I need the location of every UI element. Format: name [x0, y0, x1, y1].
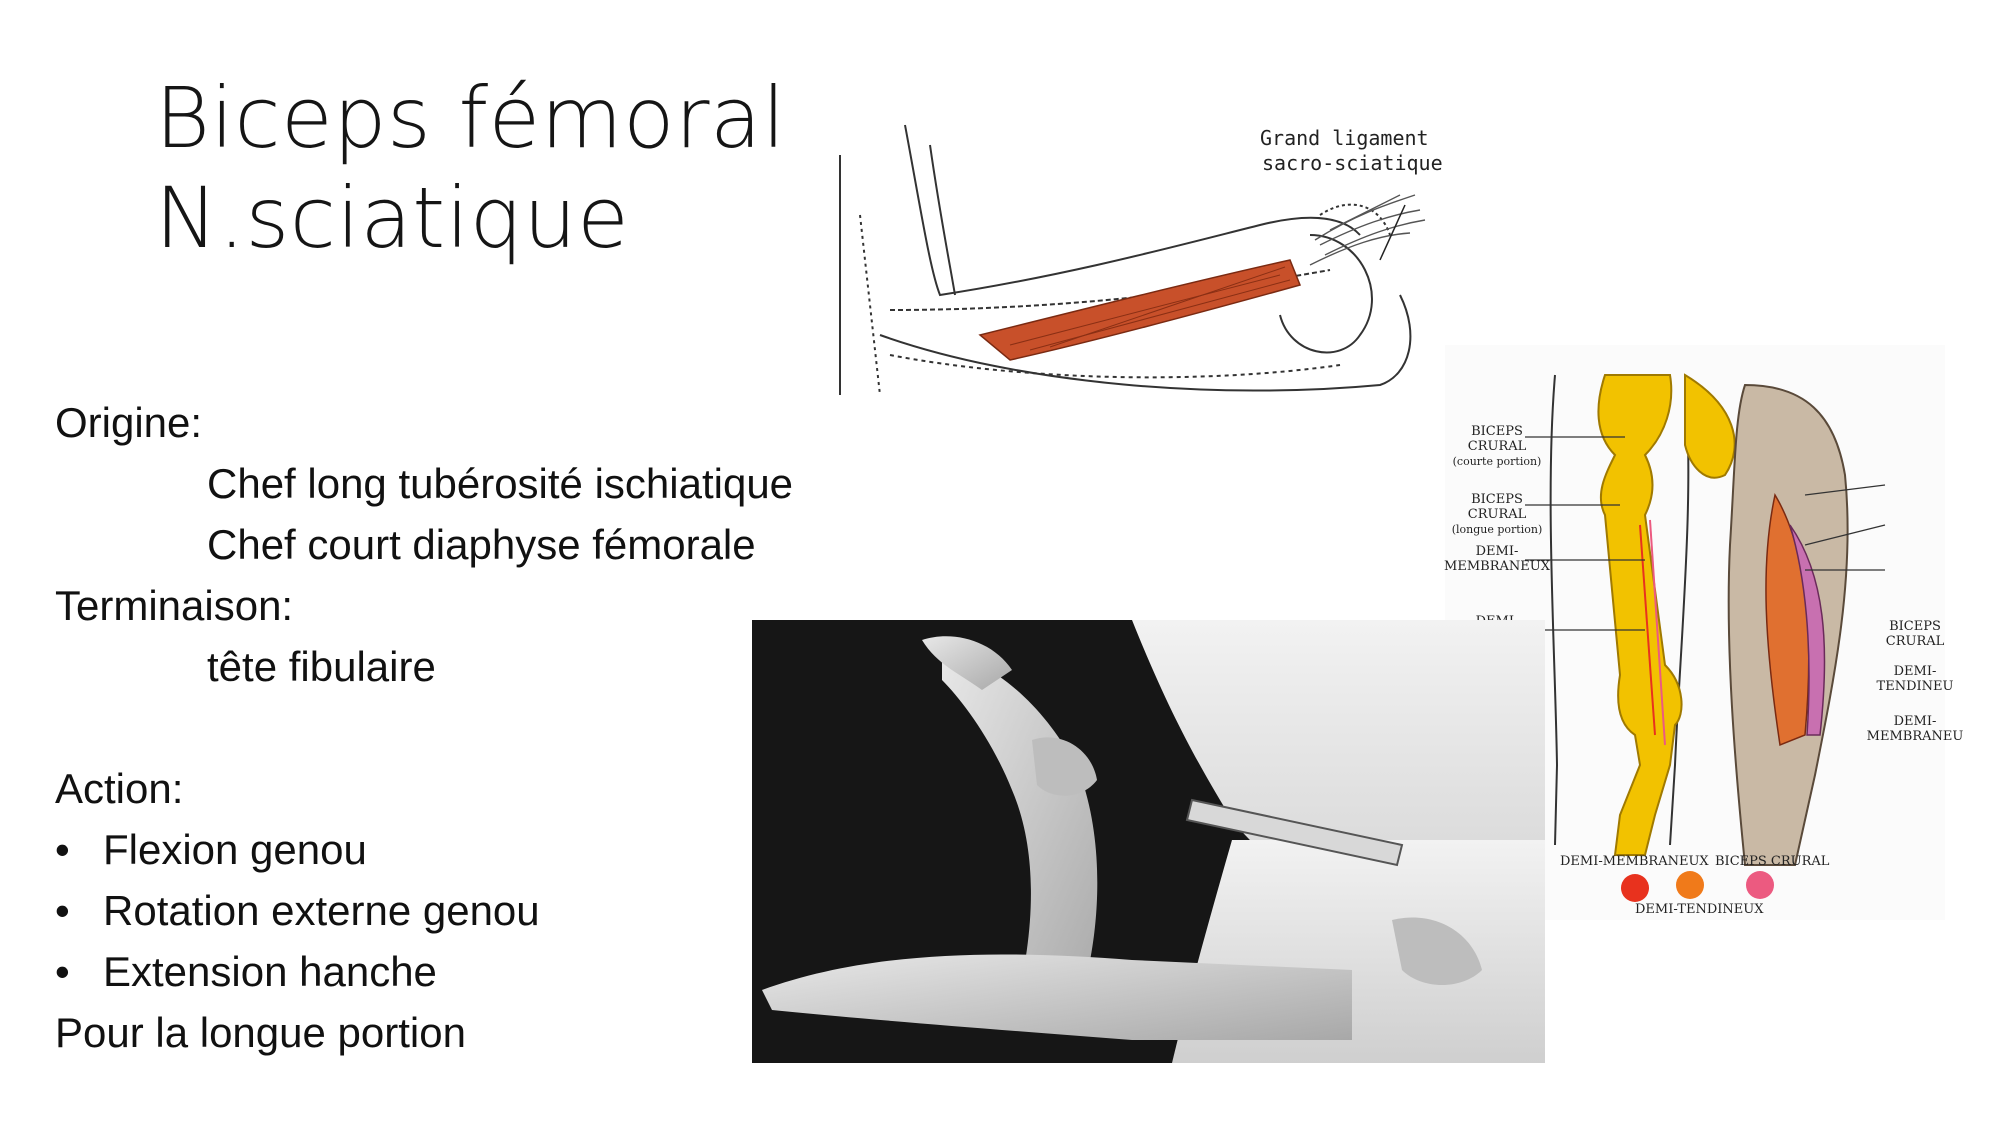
left-label-3-b: MEMBRANEUX — [1444, 559, 1550, 574]
biceps-femoris-muscle-shape — [980, 260, 1300, 360]
right-label-2-a: DEMI- — [1893, 664, 1937, 679]
stretch-photo-svg — [752, 620, 1545, 1063]
action-bullet-3: • Extension hanche — [55, 941, 875, 1002]
termination-line: tête fibulaire — [207, 643, 436, 690]
legend-biceps-crural: BICEPS CRURAL — [1715, 854, 1830, 869]
left-label-2-b: CRURAL — [1467, 507, 1527, 522]
left-label-3-a: DEMI- — [1475, 544, 1519, 559]
left-label-1-a: BICEPS — [1471, 424, 1523, 439]
origin-line-1: Chef long tubérosité ischiatique — [207, 460, 794, 507]
legend-demi-tendineux: DEMI-TENDINEUX — [1635, 902, 1764, 917]
left-label-1-b: CRURAL — [1467, 439, 1527, 454]
left-label-2-c: (longue portion) — [1451, 523, 1543, 536]
legend-dot-orange — [1676, 871, 1704, 899]
origin-line-2: Chef court diaphyse fémorale — [207, 521, 756, 568]
termination-heading: Terminaison: — [55, 582, 294, 629]
action-bullet-1: • Flexion genou — [55, 819, 875, 880]
ligament-label-line-1: Grand ligament — [1260, 126, 1429, 150]
origin-heading: Origine: — [55, 399, 203, 446]
leg-drawing-svg — [820, 95, 1460, 415]
stretch-photo — [752, 620, 1545, 1063]
title-line-1: Biceps fémoral — [155, 69, 786, 167]
femur-bone-shape — [1598, 375, 1681, 855]
right-label-2-b: TENDINEU — [1876, 679, 1954, 694]
right-label-3-b: MEMBRANEU — [1866, 729, 1964, 744]
legend-demi-membraneux: DEMI-MEMBRANEUX — [1560, 854, 1709, 869]
action-note: Pour la longue portion — [55, 1009, 466, 1056]
leg-drawing-figure — [820, 95, 1460, 415]
action-bullet-2: • Rotation externe genou — [55, 880, 875, 941]
right-label-3-a: DEMI- — [1893, 714, 1937, 729]
right-label-1-b: CRURAL — [1885, 634, 1945, 649]
left-label-2-a: BICEPS — [1471, 492, 1523, 507]
left-label-1-c: (courte portion) — [1452, 455, 1542, 468]
ligament-label-line-2: sacro-sciatique — [1262, 151, 1443, 175]
action-heading: Action: — [55, 765, 184, 812]
title-line-2: N.sciatique — [155, 169, 630, 267]
legend-dot-red — [1621, 874, 1649, 902]
slide-title — [155, 68, 786, 268]
right-label-1-a: BICEPS — [1889, 619, 1941, 634]
legend-dot-pink — [1746, 871, 1774, 899]
